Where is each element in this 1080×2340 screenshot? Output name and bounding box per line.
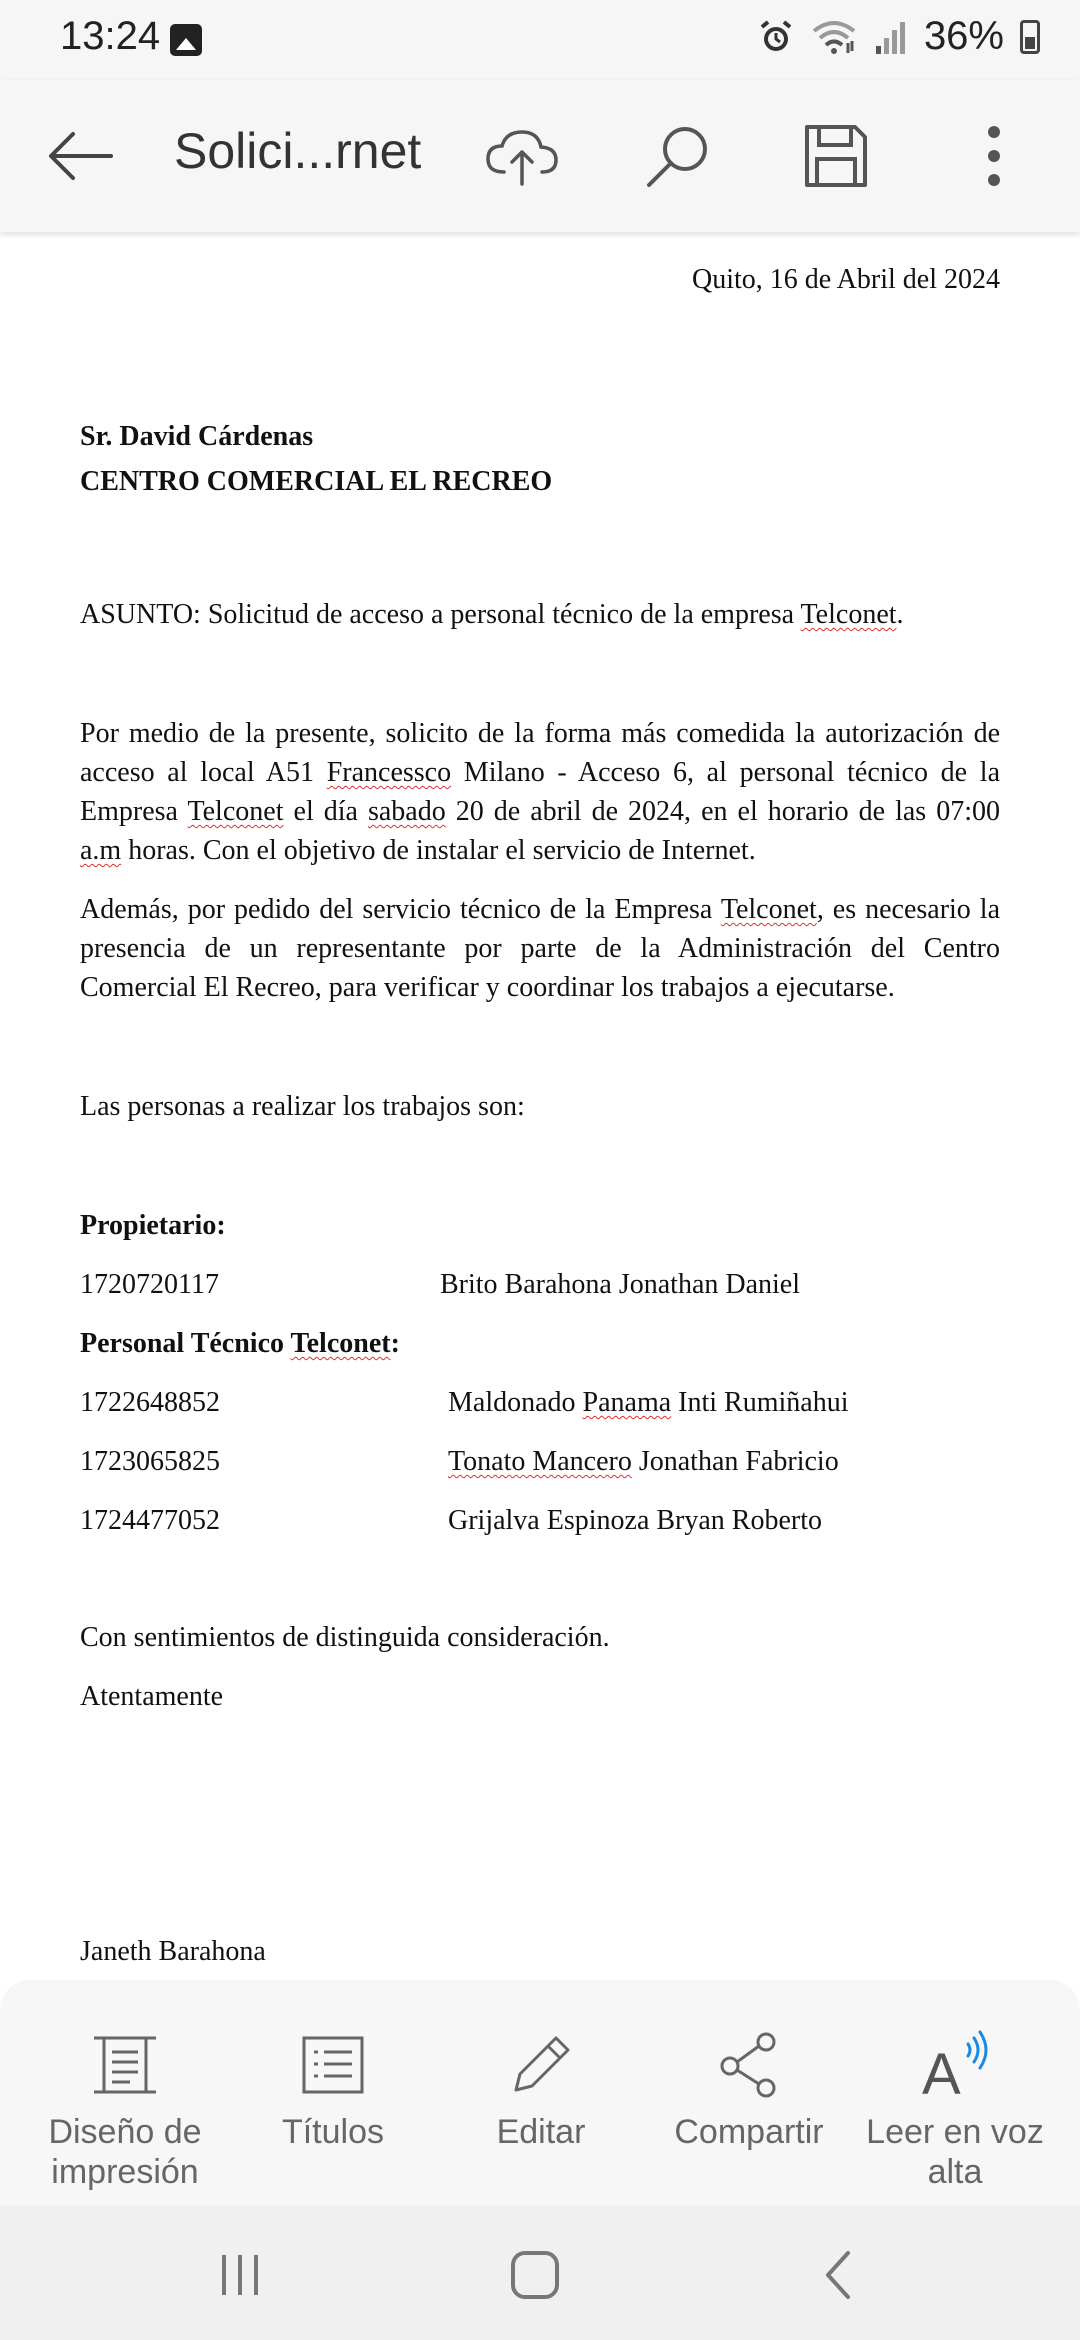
table-row — [80, 1501, 1000, 1540]
cloud-upload-icon — [484, 126, 560, 186]
save-button[interactable] — [796, 116, 876, 196]
print-layout-icon — [90, 2030, 160, 2100]
home-icon[interactable] — [505, 2245, 565, 2305]
print-layout-label: Diseño de impresión — [48, 2113, 202, 2191]
paragraph-1: Por medio de la presente, solicito de la forma más comedida la autorización de acceso al local A51 Francessco Milano - Acceso 6, al personal técnico de la Empresa Telconet el día sabado 20 de abril de 2024, en el horario de las 07:00 a.m horas. Con el objetivo de instalar el servicio de Internet. — [80, 718, 1001, 866]
tech-heading: Personal Técnico Telconet: — [80, 1328, 400, 1359]
tech-name: Tonato Mancero Jonathan Fabricio — [448, 1446, 839, 1477]
save-icon — [803, 123, 869, 189]
upload-cloud-button[interactable] — [482, 116, 562, 196]
search-icon — [643, 121, 713, 191]
back-arrow-icon — [45, 131, 115, 181]
back-button[interactable] — [40, 116, 120, 196]
tech-name: Maldonado Panama Inti Rumiñahui — [448, 1387, 849, 1418]
date-line: Quito, 16 de Abril del 2024 — [692, 264, 1000, 295]
bottom-action-bar — [0, 1980, 1080, 2205]
share-icon — [714, 2030, 784, 2100]
system-nav-bar — [0, 2205, 1080, 2340]
tech-name: Grijalva Espinoza Bryan Roberto — [448, 1505, 823, 1536]
more-vertical-icon — [984, 124, 1004, 188]
edit-button[interactable] — [436, 2030, 646, 2152]
share-button[interactable] — [644, 2030, 854, 2152]
read-aloud-icon — [920, 2030, 990, 2100]
signature-name: Janeth Barahona — [80, 1936, 266, 1967]
read-aloud-button[interactable] — [850, 2030, 1060, 2192]
document-page[interactable] — [80, 240, 1000, 1971]
owner-name: Brito Barahona Jonathan Daniel — [440, 1269, 801, 1300]
recent-apps-icon[interactable] — [210, 2245, 270, 2305]
alarm-icon — [758, 19, 794, 55]
print-layout-button[interactable] — [20, 2030, 230, 2192]
read-aloud-label: Leer en voz alta — [866, 2113, 1044, 2191]
persons-intro: Las personas a realizar los trabajos son: — [80, 1091, 525, 1122]
more-options-button[interactable] — [954, 116, 1034, 196]
tech-id: 1722648852 — [80, 1387, 220, 1418]
battery-icon — [1020, 20, 1040, 54]
tech-id: 1723065825 — [80, 1446, 220, 1477]
search-button[interactable] — [638, 116, 718, 196]
back-nav-icon[interactable] — [810, 2245, 870, 2305]
headings-list-icon — [298, 2030, 368, 2100]
table-row — [80, 1383, 1000, 1422]
wifi-icon — [810, 19, 858, 55]
headings-button[interactable] — [228, 2030, 438, 2152]
closing-line: Con sentimientos de distinguida consideración. — [80, 1622, 610, 1653]
regards-line: Atentamente — [80, 1681, 224, 1712]
battery-percent: 36% — [923, 14, 1004, 58]
owner-id: 1720720117 — [80, 1269, 219, 1300]
app-toolbar — [0, 80, 1080, 232]
status-bar — [0, 0, 1080, 80]
table-row — [80, 1442, 1000, 1481]
edit-label: Editar — [496, 2113, 586, 2151]
share-label: Compartir — [674, 2113, 824, 2151]
image-notification-icon — [170, 24, 202, 56]
svg-text:A: A — [922, 2042, 961, 2100]
recipient-org: CENTRO COMERCIAL EL RECREO — [80, 466, 553, 497]
headings-label: Títulos — [281, 2113, 385, 2151]
recipient-name: Sr. David Cárdenas — [80, 421, 314, 452]
document-title[interactable]: Solici...rnet — [174, 123, 422, 179]
owner-row — [80, 1265, 1000, 1304]
paragraph-2: Además, por pedido del servicio técnico de la Empresa Telconet, es necesario la presencia de un representante por parte de la Administración del Centro Comercial El Recreo, para verificar y coordinar los trabajos a ejecutarse. — [80, 894, 1000, 1003]
owner-heading: Propietario: — [80, 1210, 226, 1241]
pencil-icon — [506, 2030, 576, 2100]
status-time: 13:24 — [60, 14, 161, 58]
tech-id: 1724477052 — [80, 1505, 220, 1536]
signal-icon — [874, 20, 908, 54]
subject-line: ASUNTO: Solicitud de acceso a personal técnico de la empresa Telconet. — [80, 599, 904, 630]
status-icons — [758, 14, 1040, 59]
